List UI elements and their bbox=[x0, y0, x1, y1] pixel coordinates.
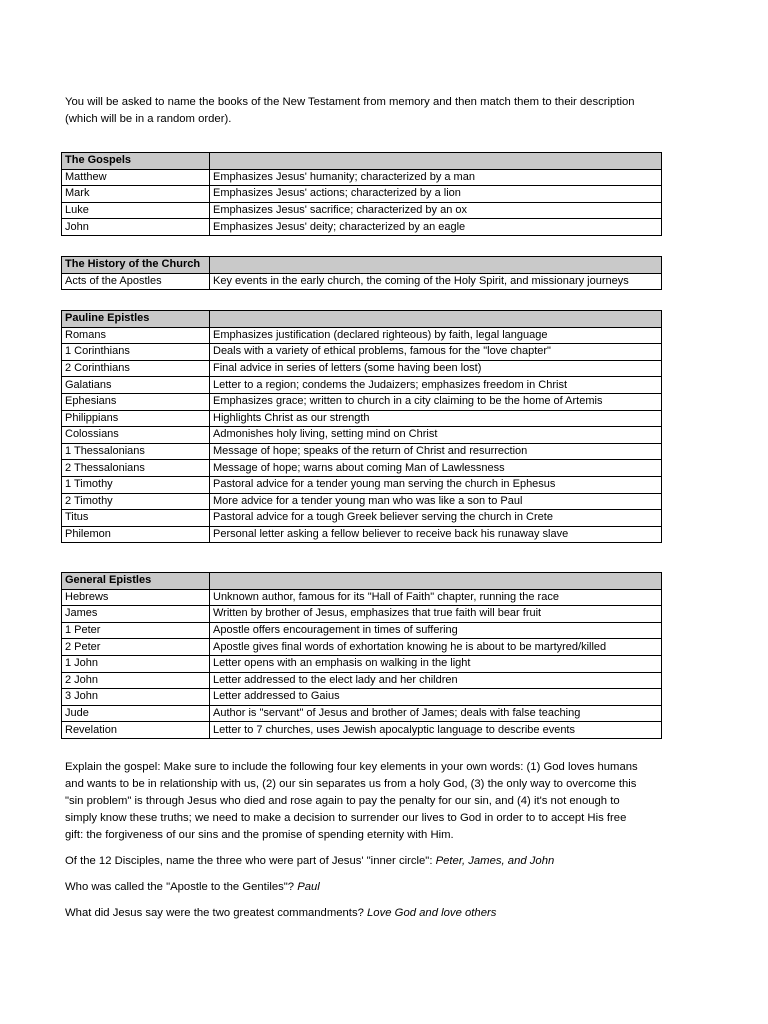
book-name: 2 Peter bbox=[62, 639, 210, 656]
gospel-line: and wants to be in relationship with us, (2) our sin separates us from a holy God, (3) the only way to overcome this bbox=[65, 778, 637, 790]
table-row bbox=[62, 377, 662, 394]
book-description: Key events in the early church, the coming of the Holy Spirit, and missionary journeys bbox=[210, 273, 662, 290]
table-row bbox=[62, 606, 662, 623]
table-row bbox=[62, 202, 662, 219]
table-row bbox=[62, 360, 662, 377]
answer-text: Love God and love others bbox=[367, 907, 497, 919]
book-description: Message of hope; speaks of the return of Christ and resurrection bbox=[210, 443, 662, 460]
book-description: Emphasizes justification (declared righteous) by faith, legal language bbox=[210, 327, 662, 344]
table-row bbox=[62, 327, 662, 344]
book-name: Luke bbox=[62, 202, 210, 219]
section-header-row bbox=[62, 153, 662, 170]
book-name: Revelation bbox=[62, 722, 210, 739]
book-description: Letter addressed to the elect lady and her children bbox=[210, 672, 662, 689]
section-header-row bbox=[62, 311, 662, 328]
table-row bbox=[62, 427, 662, 444]
book-description: Emphasizes Jesus' humanity; characterized by a man bbox=[210, 169, 662, 186]
question-text: What did Jesus say were the two greatest commandments? bbox=[65, 907, 368, 919]
table-row bbox=[62, 655, 662, 672]
book-description: Message of hope; warns about coming Man of Lawlessness bbox=[210, 460, 662, 477]
table-row bbox=[62, 186, 662, 203]
intro-paragraph bbox=[65, 94, 665, 128]
book-description: Pastoral advice for a tough Greek believer serving the church in Crete bbox=[210, 510, 662, 527]
book-name: 3 John bbox=[62, 689, 210, 706]
question-inner-circle bbox=[65, 853, 665, 870]
book-name: 2 Corinthians bbox=[62, 360, 210, 377]
section-header-row bbox=[62, 573, 662, 590]
intro-line: (which will be in a random order). bbox=[65, 113, 232, 125]
book-name: Titus bbox=[62, 510, 210, 527]
book-name: James bbox=[62, 606, 210, 623]
book-name: Colossians bbox=[62, 427, 210, 444]
table-row bbox=[62, 622, 662, 639]
table-row bbox=[62, 510, 662, 527]
question-apostle-gentiles bbox=[65, 879, 665, 896]
gospel-line: gift: the forgiveness of our sins and the promise of spending eternity with Him. bbox=[65, 829, 454, 841]
question-text: Of the 12 Disciples, name the three who were part of Jesus' "inner circle": bbox=[65, 855, 436, 867]
book-description: Emphasizes Jesus' sacrifice; characterized by an ox bbox=[210, 202, 662, 219]
book-name: 2 Thessalonians bbox=[62, 460, 210, 477]
section-header: General Epistles bbox=[62, 573, 210, 590]
table-row bbox=[62, 526, 662, 543]
book-description: Written by brother of Jesus, emphasizes that true faith will bear fruit bbox=[210, 606, 662, 623]
table-row bbox=[62, 672, 662, 689]
book-description: Emphasizes Jesus' deity; characterized by an eagle bbox=[210, 219, 662, 236]
section-header: Pauline Epistles bbox=[62, 311, 210, 328]
book-description: Letter to 7 churches, uses Jewish apocalyptic language to describe events bbox=[210, 722, 662, 739]
book-name: Hebrews bbox=[62, 589, 210, 606]
book-description: More advice for a tender young man who was like a son to Paul bbox=[210, 493, 662, 510]
book-description: Emphasizes grace; written to church in a city claiming to be the home of Artemis bbox=[210, 393, 662, 410]
book-name: Galatians bbox=[62, 377, 210, 394]
book-description: Letter opens with an emphasis on walking in the light bbox=[210, 655, 662, 672]
gospel-paragraph bbox=[65, 759, 665, 844]
table-row bbox=[62, 273, 662, 290]
section-header-blank bbox=[210, 153, 662, 170]
book-name: 2 John bbox=[62, 672, 210, 689]
section-header-row bbox=[62, 257, 662, 274]
gospels-table bbox=[61, 152, 662, 236]
table-row bbox=[62, 639, 662, 656]
book-description: Admonishes holy living, setting mind on Christ bbox=[210, 427, 662, 444]
question-greatest-commandments bbox=[65, 905, 665, 922]
book-description: Apostle offers encouragement in times of suffering bbox=[210, 622, 662, 639]
book-description: Emphasizes Jesus' actions; characterized by a lion bbox=[210, 186, 662, 203]
book-name: 1 Thessalonians bbox=[62, 443, 210, 460]
book-description: Personal letter asking a fellow believer to receive back his runaway slave bbox=[210, 526, 662, 543]
table-row bbox=[62, 689, 662, 706]
book-name: Romans bbox=[62, 327, 210, 344]
section-header: The Gospels bbox=[62, 153, 210, 170]
book-name: Philippians bbox=[62, 410, 210, 427]
answer-text: Paul bbox=[297, 881, 320, 893]
table-row bbox=[62, 722, 662, 739]
book-description: Letter to a region; condems the Judaizers; emphasizes freedom in Christ bbox=[210, 377, 662, 394]
history-table bbox=[61, 256, 662, 290]
answer-text: Peter, James, and John bbox=[435, 855, 555, 867]
section-header-blank bbox=[210, 573, 662, 590]
book-description: Unknown author, famous for its "Hall of Faith" chapter, running the race bbox=[210, 589, 662, 606]
section-header-blank bbox=[210, 311, 662, 328]
gospel-line: "sin problem" is through Jesus who died and rose again to pay the penalty for our sin, and (4) it's not enough to bbox=[65, 795, 620, 807]
table-row bbox=[62, 219, 662, 236]
book-name: Jude bbox=[62, 705, 210, 722]
book-name: 1 Corinthians bbox=[62, 344, 210, 361]
table-row bbox=[62, 476, 662, 493]
book-name: 1 Timothy bbox=[62, 476, 210, 493]
table-row bbox=[62, 344, 662, 361]
book-name: 1 Peter bbox=[62, 622, 210, 639]
general-epistles-table bbox=[61, 572, 662, 739]
book-description: Highlights Christ as our strength bbox=[210, 410, 662, 427]
table-row bbox=[62, 169, 662, 186]
book-description: Final advice in series of letters (some having been lost) bbox=[210, 360, 662, 377]
table-row bbox=[62, 443, 662, 460]
book-description: Deals with a variety of ethical problems, famous for the "love chapter" bbox=[210, 344, 662, 361]
table-row bbox=[62, 705, 662, 722]
book-description: Pastoral advice for a tender young man serving the church in Ephesus bbox=[210, 476, 662, 493]
book-name: 1 John bbox=[62, 655, 210, 672]
book-name: Mark bbox=[62, 186, 210, 203]
table-row bbox=[62, 460, 662, 477]
table-row bbox=[62, 493, 662, 510]
table-row bbox=[62, 589, 662, 606]
pauline-epistles-table bbox=[61, 310, 662, 543]
book-description: Apostle gives final words of exhortation knowing he is about to be martyred/killed bbox=[210, 639, 662, 656]
book-description: Letter addressed to Gaius bbox=[210, 689, 662, 706]
section-header-blank bbox=[210, 257, 662, 274]
book-name: Acts of the Apostles bbox=[62, 273, 210, 290]
table-row bbox=[62, 410, 662, 427]
book-name: 2 Timothy bbox=[62, 493, 210, 510]
book-description: Author is "servant" of Jesus and brother of James; deals with false teaching bbox=[210, 705, 662, 722]
question-text: Who was called the "Apostle to the Gentiles"? bbox=[65, 881, 298, 893]
gospel-line: simply know these truths; we need to make a decision to surrender our lives to God in order to to accept His free bbox=[65, 812, 627, 824]
gospel-line: Explain the gospel: Make sure to include the following four key elements in your own words: (1) God loves humans bbox=[65, 761, 638, 773]
book-name: John bbox=[62, 219, 210, 236]
section-header: The History of the Church bbox=[62, 257, 210, 274]
table-row bbox=[62, 393, 662, 410]
intro-line: You will be asked to name the books of the New Testament from memory and then match them to their description bbox=[65, 96, 635, 108]
book-name: Philemon bbox=[62, 526, 210, 543]
book-name: Matthew bbox=[62, 169, 210, 186]
book-name: Ephesians bbox=[62, 393, 210, 410]
